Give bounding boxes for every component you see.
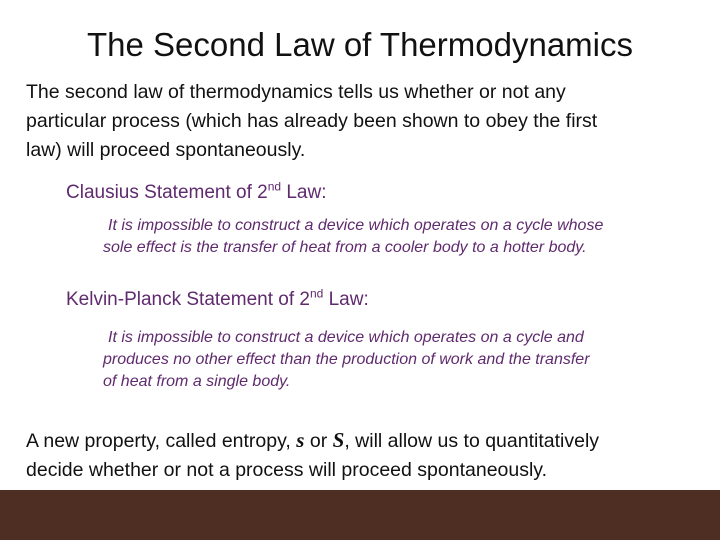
closing-line: [26, 426, 706, 456]
kelvin-planck-heading-end: Law:: [323, 289, 369, 310]
kelvin-planck-heading-text: Kelvin-Planck Statement of 2: [66, 289, 310, 310]
closing-line: decide whether or not a process will proceed spontaneously.: [26, 459, 548, 481]
clausius-heading: [66, 180, 327, 206]
clausius-line: [103, 215, 603, 237]
kelvin-planck-line-text: It is impossible to construct a device which operates on a cycle and: [108, 329, 584, 346]
kelvin-planck-line: of heat from a single body.: [103, 373, 291, 390]
footer-bar: [0, 490, 720, 540]
kelvin-planck-line: produces no other effect than the production of work and the transfer: [103, 351, 590, 368]
kelvin-planck-heading: [66, 287, 369, 313]
closing-text-end: , will allow us to quantitatively: [344, 430, 600, 452]
clausius-line: sole effect is the transfer of heat from a cooler body to a hotter body.: [103, 239, 587, 256]
closing-paragraph: [26, 426, 706, 485]
clausius-statement: [103, 215, 603, 259]
clausius-heading-text: Clausius Statement of 2: [66, 182, 268, 203]
clausius-heading-end: Law:: [281, 182, 327, 203]
closing-text: A new property, called entropy,: [26, 430, 297, 452]
kelvin-planck-heading-sup: nd: [309, 286, 324, 301]
kelvin-planck-statement: [103, 327, 590, 393]
slide-title: The Second Law of Thermodynamics: [87, 26, 633, 63]
clausius-line-text: It is impossible to construct a device which operates on a cycle whose: [108, 217, 604, 234]
clausius-heading-sup: nd: [267, 179, 282, 194]
intro-line: The second law of thermodynamics tells us whether or not any: [26, 81, 566, 103]
entropy-symbol-upper: S: [332, 428, 345, 452]
closing-text-or: or: [304, 430, 333, 452]
intro-line: law) will proceed spontaneously.: [26, 139, 306, 161]
intro-paragraph: [26, 78, 696, 165]
entropy-symbol-lower: s: [296, 428, 305, 452]
kelvin-planck-line: [103, 327, 590, 349]
intro-line: particular process (which has already been shown to obey the first: [26, 110, 598, 132]
